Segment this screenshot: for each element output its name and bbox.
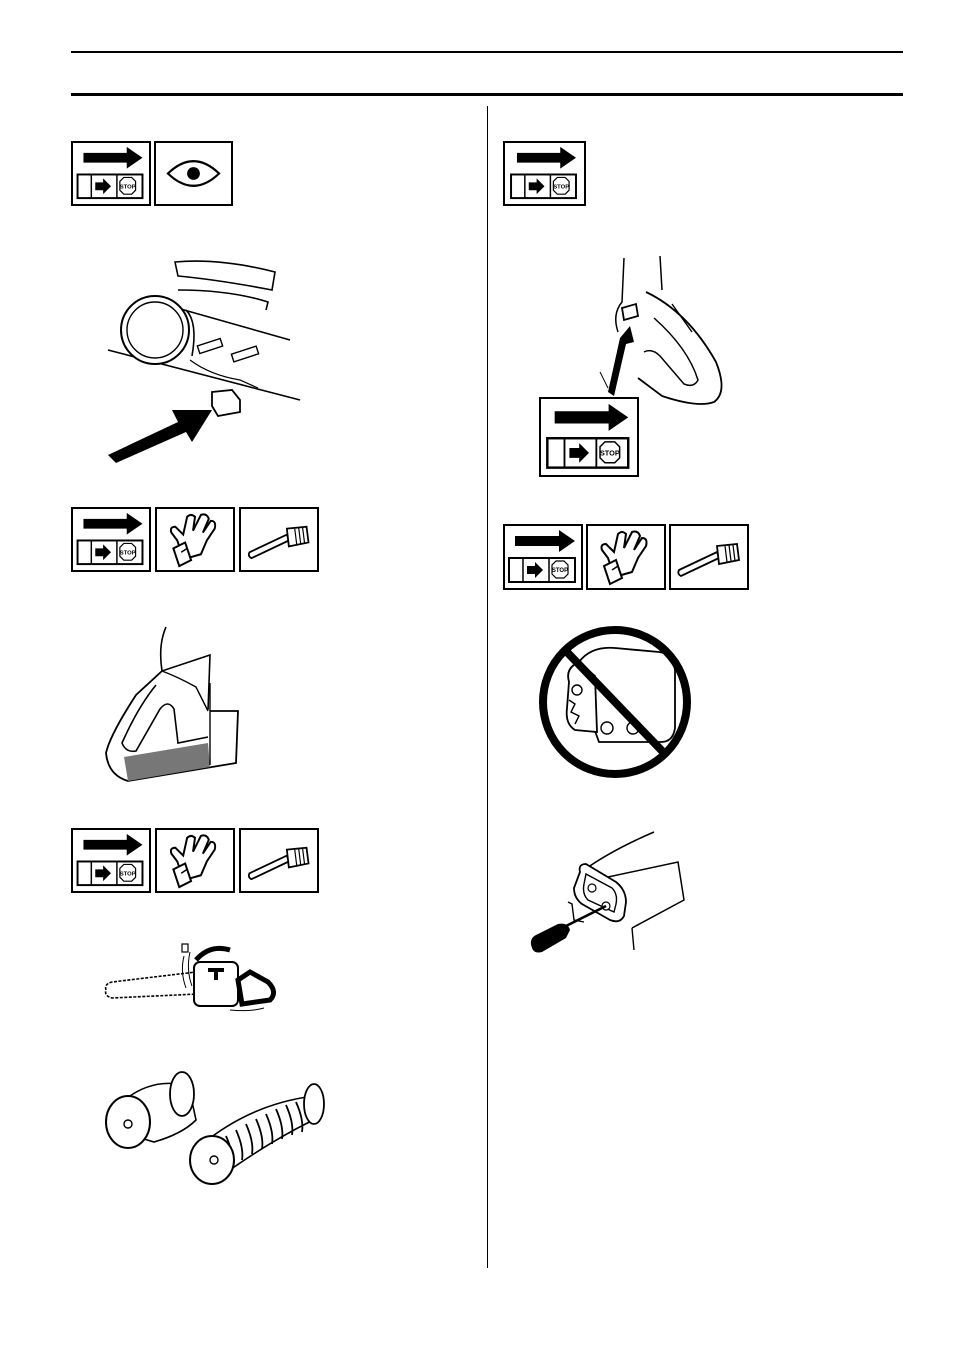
column-divider	[487, 106, 488, 1268]
svg-text:STOP: STOP	[119, 184, 136, 191]
cleaning-brush-icon	[669, 524, 749, 590]
cleaning-brush-icon	[239, 828, 319, 893]
stop-engine-icon	[503, 524, 583, 590]
muffler-screwdriver-illustration	[528, 830, 688, 960]
hand-guard-illustration	[100, 625, 245, 785]
svg-text:STOP: STOP	[553, 184, 570, 191]
svg-text:STOP: STOP	[119, 550, 136, 557]
cleaning-brush-icon	[239, 507, 319, 572]
stop-engine-icon	[503, 141, 586, 206]
svg-text:STOP: STOP	[119, 871, 136, 878]
header-rule-top	[71, 51, 903, 53]
protective-glove-icon	[155, 507, 235, 572]
stop-engine-icon	[71, 141, 151, 206]
stop-engine-icon	[71, 507, 151, 572]
eye-icon	[154, 141, 233, 206]
svg-text:STOP: STOP	[599, 448, 620, 458]
stop-engine-icon	[71, 828, 151, 893]
protective-glove-icon	[586, 524, 666, 590]
stop-engine-icon	[539, 397, 639, 477]
vibration-dampers-illustration	[100, 1062, 328, 1187]
header-rule-bottom	[71, 93, 903, 96]
prohibited-muffler-illustration	[535, 624, 695, 780]
protective-glove-icon	[155, 828, 235, 893]
chain-catcher-illustration	[100, 250, 305, 465]
chainsaw-vibration-illustration	[100, 940, 280, 1015]
svg-text:STOP: STOP	[551, 568, 569, 574]
